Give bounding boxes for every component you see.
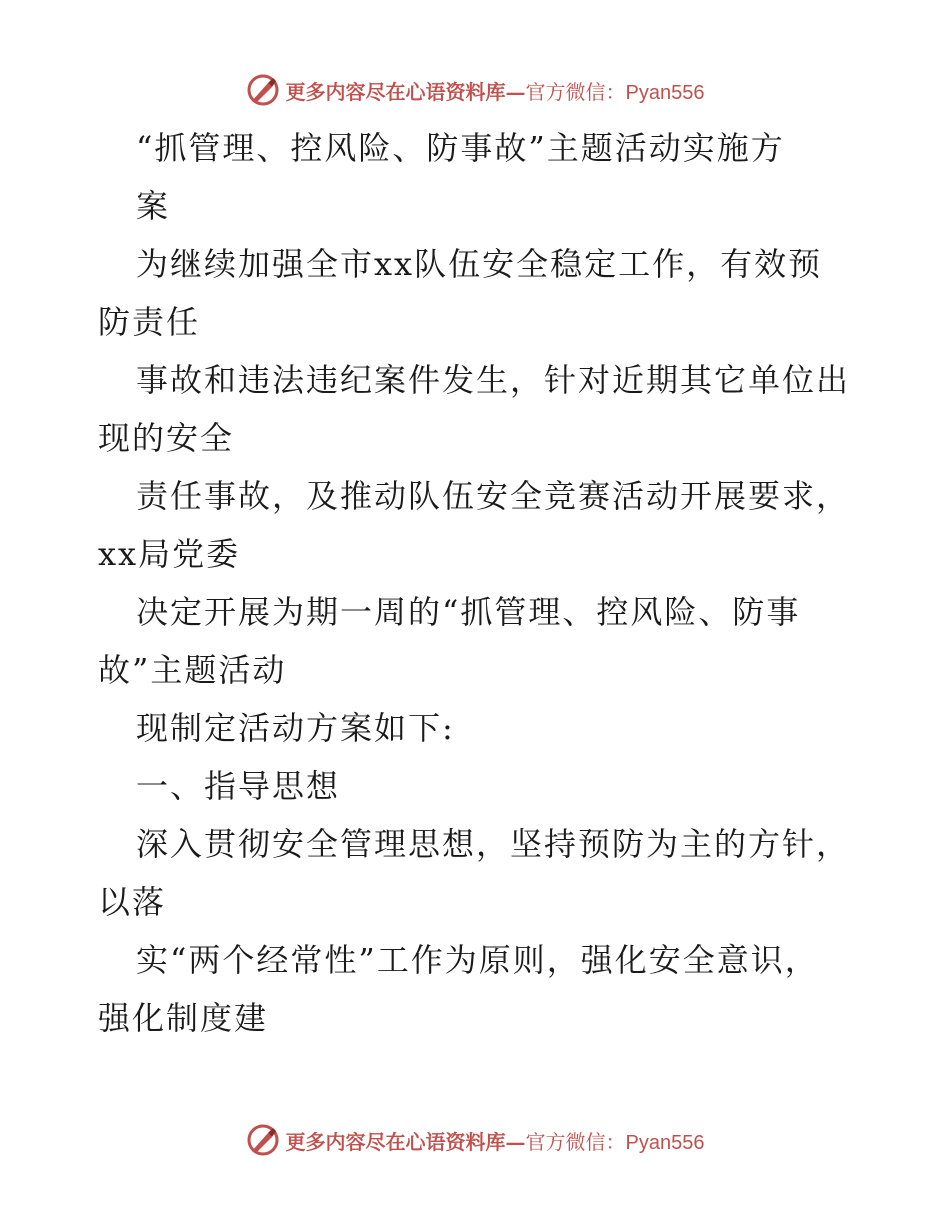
pen-logo-icon	[246, 1123, 280, 1157]
paragraph-line: 事故和违法违纪案件发生，针对近期其它单位出	[136, 361, 851, 399]
paragraph-line: 责任事故，及推动队伍安全竞赛活动开展要求，	[136, 477, 851, 515]
banner-site-name: 更多内容尽在心语资料库	[285, 79, 506, 104]
document-title-line-1: “抓管理、控风险、防事故”主题活动实施方	[136, 129, 785, 167]
header-watermark-banner	[0, 70, 950, 110]
pen-logo-icon	[246, 73, 280, 107]
paragraph-line: 故”主题活动	[98, 651, 287, 689]
paragraph-line: 以落	[98, 883, 167, 921]
banner-separator: —	[505, 1129, 526, 1154]
paragraph-line: 现的安全	[98, 419, 235, 457]
paragraph-line: 实“两个经常性”工作为原则，强化安全意识，	[136, 941, 819, 979]
banner-separator: —	[505, 79, 526, 104]
paragraph-line: 防责任	[98, 303, 201, 341]
paragraph-line: 现制定活动方案如下:	[136, 709, 455, 747]
paragraph-line: 强化制度建	[98, 999, 269, 1037]
paragraph-line: 深入贯彻安全管理思想，坚持预防为主的方针，	[136, 825, 851, 863]
section-heading: 一、指导思想	[136, 767, 341, 805]
banner-site-name: 更多内容尽在心语资料库	[285, 1129, 506, 1154]
banner-wechat: 官方微信：Pyan556	[525, 81, 705, 104]
document-title-line-2: 案	[136, 187, 171, 225]
banner-wechat: 官方微信：Pyan556	[525, 1131, 705, 1154]
paragraph-line: 决定开展为期一周的“抓管理、控风险、防事	[136, 593, 801, 631]
paragraph-line: xx局党委	[98, 535, 241, 573]
footer-watermark-banner	[0, 1120, 950, 1160]
paragraph-line: 为继续加强全市xx队伍安全稳定工作，有效预	[136, 245, 823, 283]
